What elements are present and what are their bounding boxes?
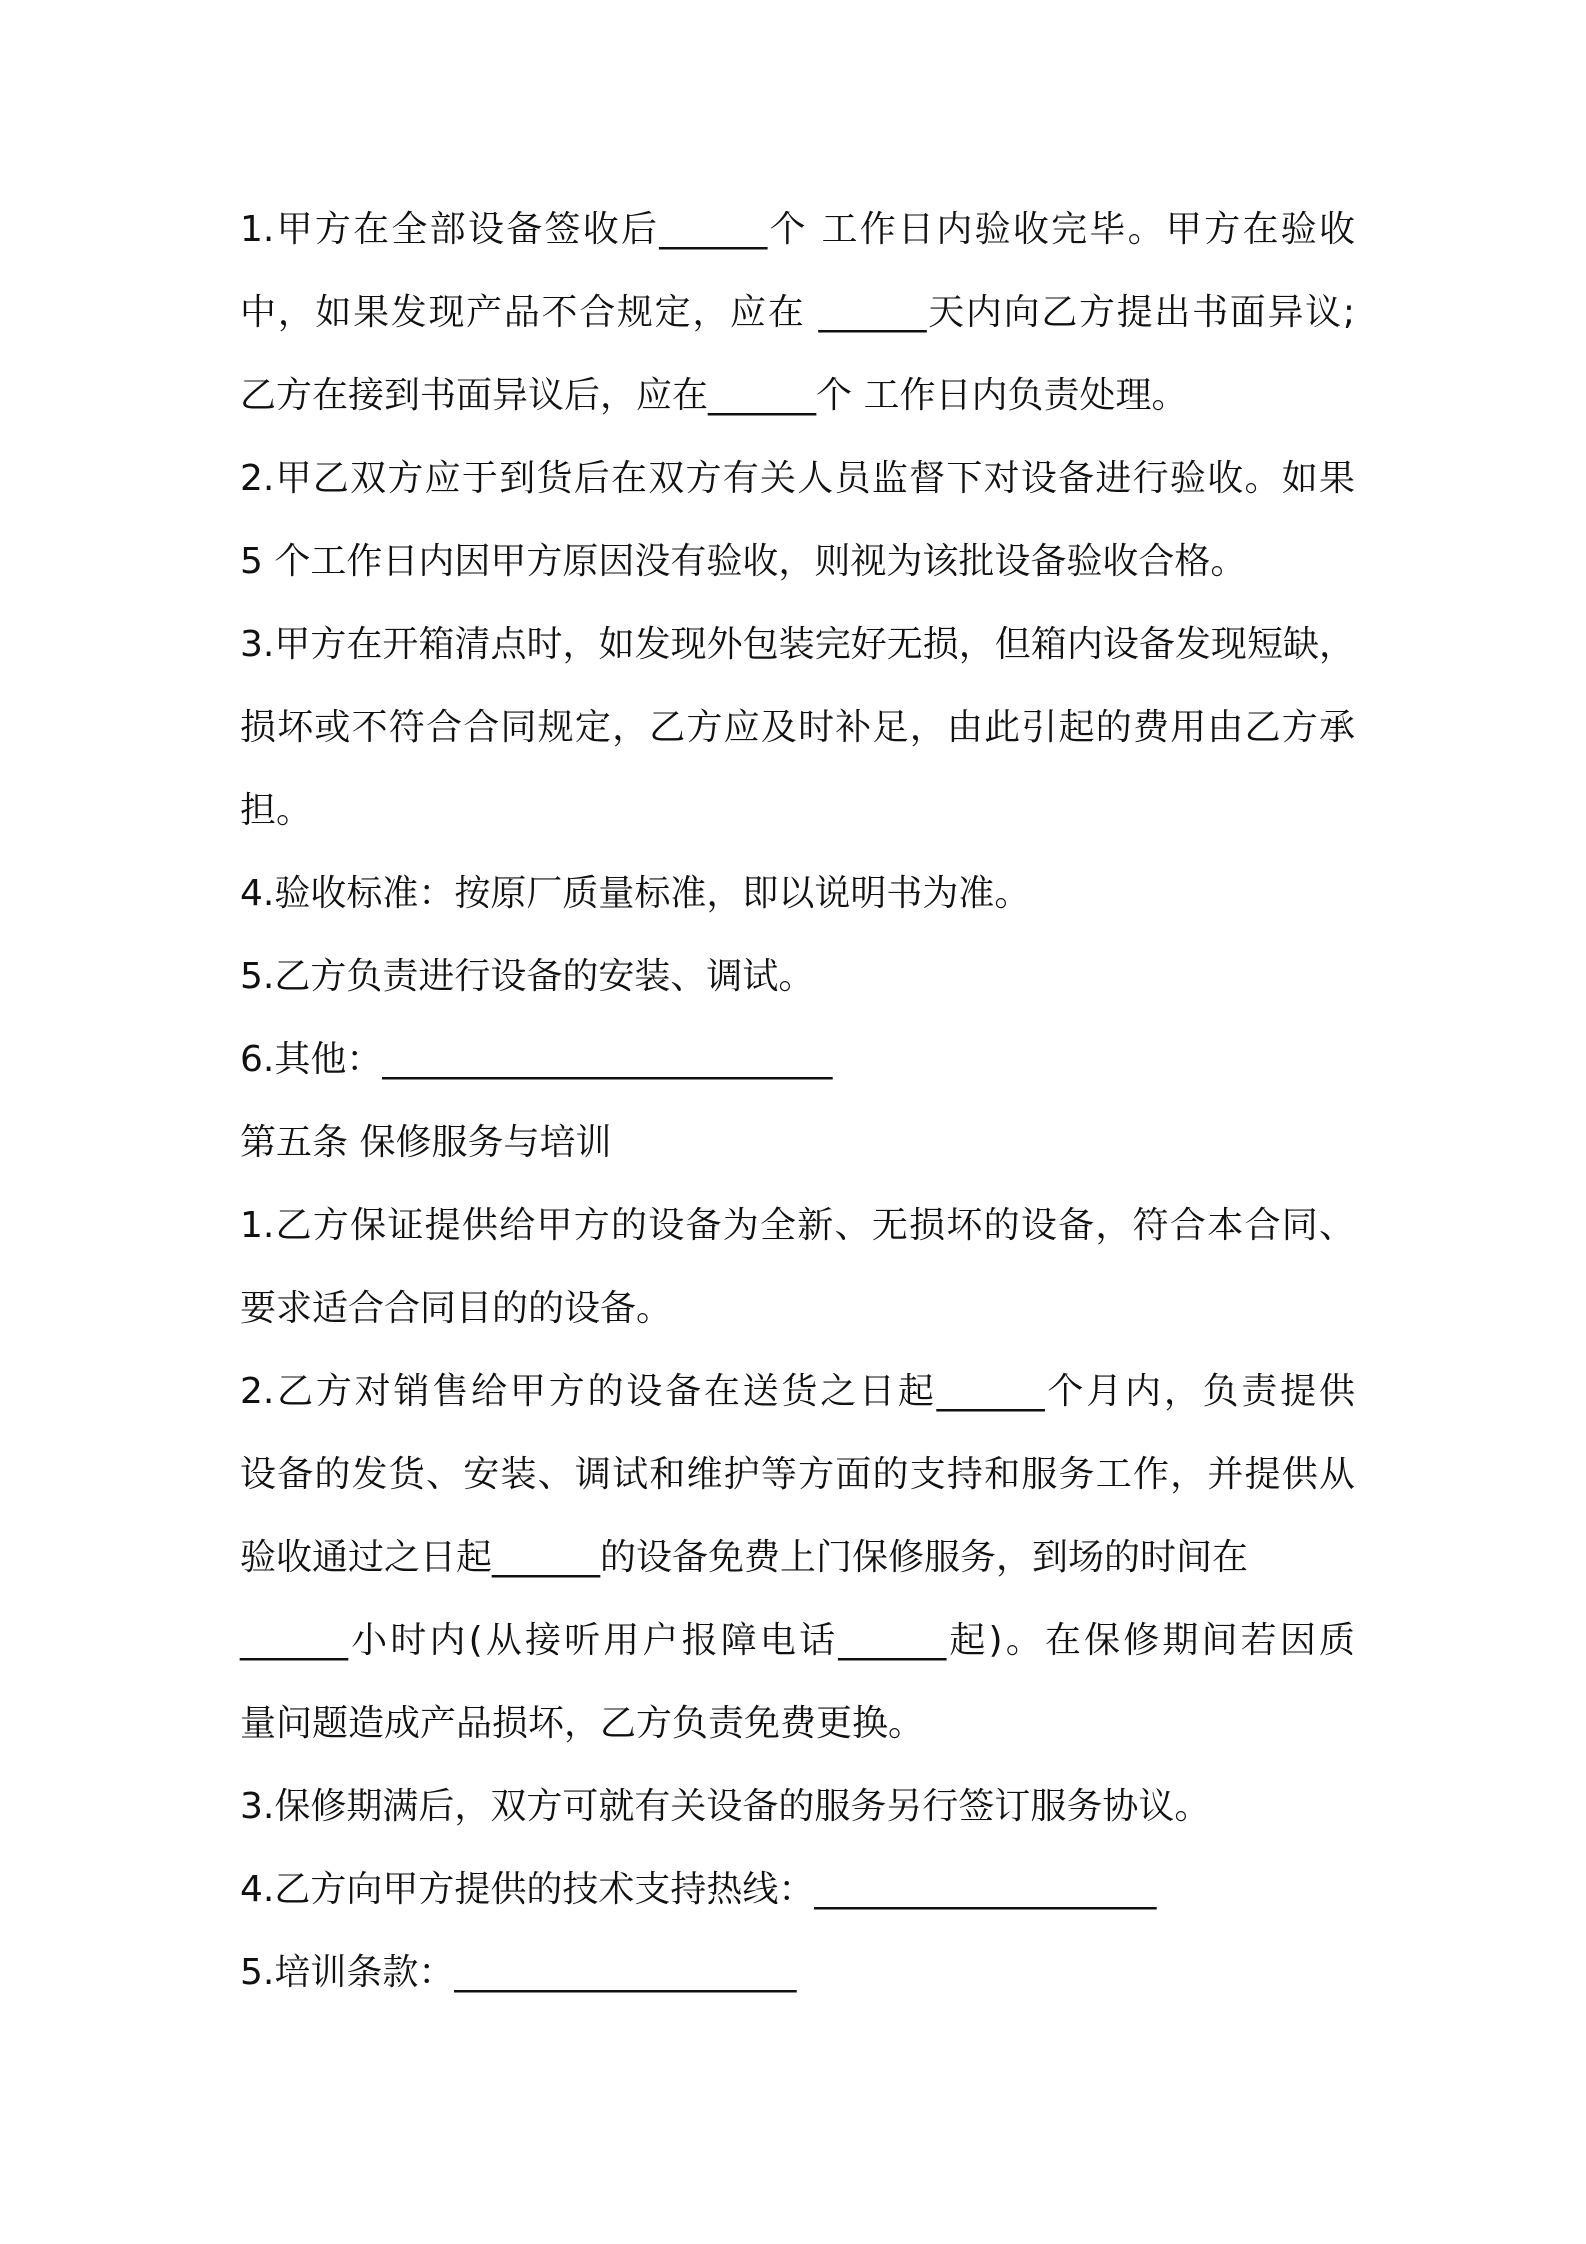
text-line-2: 中，如果发现产品不合规定，应在 ______天内向乙方提出书面异议; [240,292,1355,333]
text-line-18: ______小时内(从接听用户报障电话______起)。在保修期间若因质 [240,1620,1355,1661]
text-line-6: 3.甲方在开箱清点时，如发现外包装完好无损，但箱内设备发现短缺， [240,624,1355,665]
section-heading: 第五条 保修服务与培训 [240,1122,612,1163]
text-line-10: 5.乙方负责进行设备的安装、调试。 [240,956,815,997]
text-line-20: 3.保修期满后，双方可就有关设备的服务另行签订服务协议。 [240,1786,1211,1827]
text-line-21: 4.乙方向甲方提供的技术支持热线：___________________ [240,1869,1157,1910]
text-line-1: 1.甲方在全部设备签收后______个 工作日内验收完毕。甲方在验收 [240,209,1355,250]
text-line-13: 1.乙方保证提供给甲方的设备为全新、无损坏的设备，符合本合同、 [240,1205,1355,1246]
text-line-16: 设备的发货、安装、调试和维护等方面的支持和服务工作，并提供从 [240,1454,1355,1495]
text-line-14: 要求适合合同目的的设备。 [240,1288,673,1329]
text-line-8: 担。 [240,790,313,831]
text-line-17: 验收通过之日起______的设备免费上门保修服务，到场的时间在 [240,1537,1249,1578]
text-line-19: 量问题造成产品损坏，乙方负责免费更换。 [240,1703,925,1744]
text-line-7: 损坏或不符合合同规定，乙方应及时补足，由此引起的费用由乙方承 [240,707,1355,748]
text-line-15: 2.乙方对销售给甲方的设备在送货之日起______个月内，负责提供 [240,1371,1355,1412]
text-line-9: 4.验收标准：按原厂质量标准，即以说明书为准。 [240,873,1031,914]
text-line-5: 5 个工作日内因甲方原因没有验收，则视为该批设备验收合格。 [240,541,1247,582]
text-line-4: 2.甲乙双方应于到货后在双方有关人员监督下对设备进行验收。如果 [240,458,1355,499]
text-line-11: 6.其他：_________________________ [240,1039,833,1080]
text-line-22: 5.培训条款：___________________ [240,1952,797,1993]
text-line-3: 乙方在接到书面异议后，应在______个 工作日内负责处理。 [240,375,1188,416]
